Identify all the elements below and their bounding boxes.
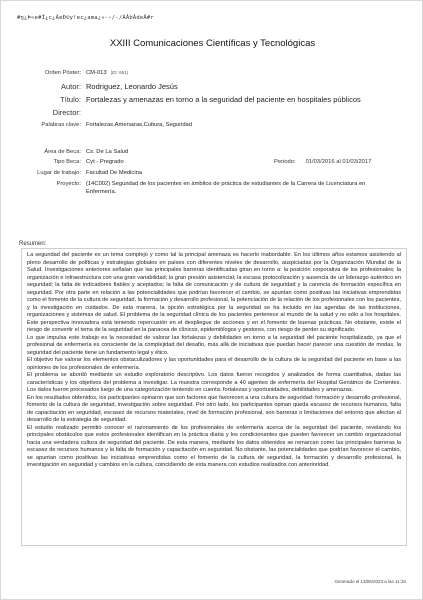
resumen-label: Resumen:	[19, 241, 47, 247]
proyecto-label: Proyecto:	[56, 181, 81, 187]
autor-value: Rodriguez, Leonardo Jesús	[86, 82, 178, 91]
page-title: XXIII Comunicaciones Científicas y Tecnológicas	[109, 38, 316, 49]
periodo-value: 01/03/2016 al 01/03/2017	[305, 159, 372, 165]
tipo-beca-label: Tipo Beca:	[53, 159, 81, 165]
periodo-label: Periodo:	[274, 159, 296, 165]
resumen-paragraph-1: La seguridad del paciente es un tema complejo y como tal la principal amenaza es hacerlo inabordable. En los últimos años estamos asistiendo al pleno desarrollo de políticas y estrategias globales en países con diferentes niveles de desarrollo, auspiciadas por la Organización Mundial de la Salud. Investigaciones anteriores señalan que las principales barreras identificadas giran en torno a: la posición corporativa de los profesionales; la organización e infraestructura con una gran variabilidad; la gran presión asistencial; la escasa protocolización y ausencia de un liderazgo auténtico en seguridad; la falta de indicadores fiables y aceptados; la falta de comunicación y de cultura de seguridad y la carencia de formación específica en seguridad. Por otra parte en relación a las potencialidades que podrían favorecer el cambio, se apuntan como positivas las iniciativas emprendidas como el fomento de la cultura de seguridad, la formación y desarrollo profesional, la potenciación de la relación de los profesionales con los pacientes, y la investigación en cuidados. De esta manera, la opción estratégica por la seguridad se ha incluido en las agendas de las instituciones, organizaciones y sistemas de salud. El problema de la seguridad clínica de los pacientes pertenece al mundo de la salud y no sólo a los hospitales. Este perspectiva innovadora está teniendo repercusión en el despliegue de acciones y en el fomento de buenas prácticas. No obstante, existe el riesgo de convertir el tema de la seguridad en la panacea de clínicos, epidemiólogos y gestores, con riesgo de perder su significado.	[27, 252, 401, 333]
barcode-text: #ŋ¿Þ«e#Í¿c¿ÃeÐ©y!ec¿ama¿«-‹/-/ÃÂbÂdeÄ#r	[17, 15, 154, 21]
palabras-clave-label: Palabras clave:	[41, 122, 81, 128]
orden-poster-code: (ID: 651)	[110, 70, 129, 75]
titulo-value: Fortalezas y amenazas en torno a la seguridad del paciente en hospitales públicos	[86, 95, 361, 104]
lugar-trabajo-value: Facultad De Medicina	[86, 170, 143, 176]
palabras-clave-value: Fortalezas,Amenazas,Cultura, Seguridad	[86, 122, 193, 128]
resumen-paragraph-6: El estudio realizado permitió conocer el razonamiento de los profesionales de enfermería acerca de la seguridad del paciente, revelando los principales obstáculos que estos profesionales identifican en la práctica diaria y los condicionantes que pueden favorecer un cambio organizacional hacia una verdadera cultura de seguridad del paciente. De esta manera, mediante los datos obtenidos se remarcan como las principales barreras la escasez de recursos humanos y la falta de formación y capacitación en seguridad. No obstante, las potencialidades que podrían favorecer el cambio, se apuntan como positivas las iniciativas emprendidas como el fomento de la cultura de seguridad, la formación y desarrollo profesional, la investigación en seguridad y cambios en la cultura, coincidiendo de esta manera con estudios realizados con anterioridad.	[27, 424, 401, 468]
area-beca-value: Cs. De La Salud	[86, 149, 129, 155]
orden-poster-label: Orden Póster:	[44, 70, 81, 76]
proyecto-value: (14C002) Seguridad de los pacientes en ámbitos de práctica de estudiantes de la Carrera de Licenciatura en Enfermería.	[86, 181, 366, 195]
tipo-beca-value: Cyt - Pregrado	[86, 159, 124, 165]
resumen-paragraph-5: En los resultados obtenidos, los participantes opinaron que son factores que favorecen a una cultura de seguridad: formación y desarrollo profesional, fomento de la cultura de seguridad, investigación sobre seguridad. Por otro lado, los participantes opinan queda escasez de recursos humanos, falta de capacitación en seguridad, escasez de recursos materiales, nivel de formación profesional, son barreras o limitaciones del entorno que afectan al desarrollo de la estrategia de seguridad.	[27, 394, 401, 423]
resumen-paragraph-2: Lo que impulsa este trabajo es la necesidad de valorar las fortalezas y debilidades en torno a la seguridad del paciente hospitalizado, ya que el profesional de enfermería es consciente de la complejidad del desafío, más allá de iniciativas que puedan hacer parecer una cuestión de modas, la seguridad del paciente tiene un fundamento legal y ético.	[27, 334, 401, 356]
resumen-paragraph-4: El problema se abordó mediante un estudio exploratorio descriptivo. Los datos fueron recogidos y analizados de forma cuantitativa, dadas las características y los objetivos del problema a investigar. La muestra corresponde a 40 agentes de enfermería del Hospital Geriátrico de Corrientes. Los datos fueron procesados luego de una categorización teniendo en cuenta: fortalezas y oportunidades, debilidades y amenazas.	[27, 372, 401, 393]
titulo-label: Título:	[60, 95, 81, 104]
autor-label: Autor:	[60, 82, 81, 91]
orden-poster-value: CM-013 (ID: 651)	[86, 70, 129, 76]
field-periodo	[274, 159, 371, 165]
area-beca-label: Área de Beca:	[44, 149, 81, 155]
resumen-paragraph-3: El objetivo fue valorar los elementos obstaculizadores y las oportunidades para el desarrollo de la cultura de la seguridad del paciente en base a las opiniones de los profesionales de enfermería.	[27, 357, 401, 371]
generated-timestamp: Generado el 13/06/2023 a las 11:32	[334, 579, 406, 584]
lugar-trabajo-label: Lugar de trabajo:	[37, 170, 81, 176]
director-label: Director:	[52, 108, 81, 117]
resumen-box	[21, 248, 407, 546]
